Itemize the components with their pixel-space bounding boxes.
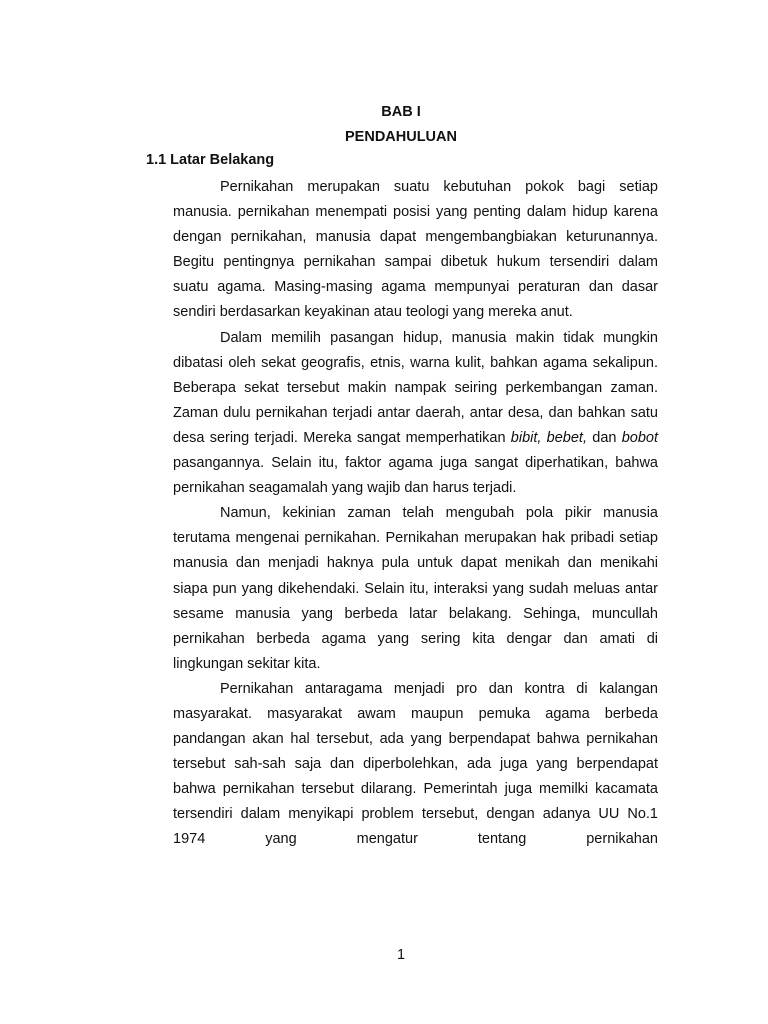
paragraph-2-italic-bibit-bebet: bibit, bebet, xyxy=(510,429,587,446)
section-heading: 1.1 Latar Belakang xyxy=(146,152,275,168)
paragraph-2-text-before: Dalam memilih pasangan hidup, manusia makin tidak mungkin dibatasi oleh sekat geografis, etnis, warna kulit, bahkan agama sekalipun. Beberapa sekat tersebut makin nampak seiring perkembangan zaman. Zaman dulu pernikahan terjadi antar daerah, antar desa, dan bahkan satu desa sering terjadi. Mereka sangat memperhatikan xyxy=(173,329,658,446)
paragraph-2-text-after: pasangannya. Selain itu, faktor agama juga sangat diperhatikan, bahwa pernikahan seagamalah yang wajib dan harus terjadi. xyxy=(173,455,658,497)
paragraph-1: Pernikahan merupakan suatu kebutuhan pokok bagi setiap manusia. pernikahan menempati posisi yang penting dalam hidup karena dengan pernikahan, manusia dapat mengembangbiakan keturunannya. Begitu pentingnya pernikahan sampai dibetuk hukum tersendiri dalam suatu agama. Masing-masing agama mempunyai peraturan dan dasar sendiri berdasarkan keyakinan atau teologi yang mereka anut. xyxy=(173,179,658,321)
chapter-number: BAB I xyxy=(381,104,421,120)
paragraph-2-text-mid: dan xyxy=(587,429,622,446)
body-text xyxy=(173,175,658,853)
page-number: 1 xyxy=(396,947,406,963)
paragraph-3: Namun, kekinian zaman telah mengubah pola pikir manusia terutama mengenai pernikahan. Pernikahan merupakan hak pribadi setiap manusia dan menjadi haknya pula untuk dapat menikah dan menikahi siapa pun yang dikehendaki. Selain itu, interaksi yang sudah meluas antar sesame manusia yang berbeda latar belakang. Sehinga, muncullah pernikahan berbeda agama yang sering kita dengar dan amati di lingkungan sekitar kita. xyxy=(173,505,658,672)
paragraph-2-italic-bobot: bobot xyxy=(621,429,658,446)
paragraph-2 xyxy=(173,326,658,502)
paragraph-4: Pernikahan antaragama menjadi pro dan kontra di kalangan masyarakat. masyarakat awam maupun pemuka agama berbeda pandangan akan hal tersebut, ada yang berpendapat bahwa pernikahan tersebut sah-sah saja dan diperbolehkan, ada juga yang berpendapat bahwa pernikahan tersebut dilarang. Pemerintah juga memilki kacamata tersendiri dalam menyikapi problem tersebut, dengan adanya UU No.1 1974 yang mengatur tentang pernikahan xyxy=(173,680,658,848)
chapter-title: PENDAHULUAN xyxy=(345,129,457,145)
